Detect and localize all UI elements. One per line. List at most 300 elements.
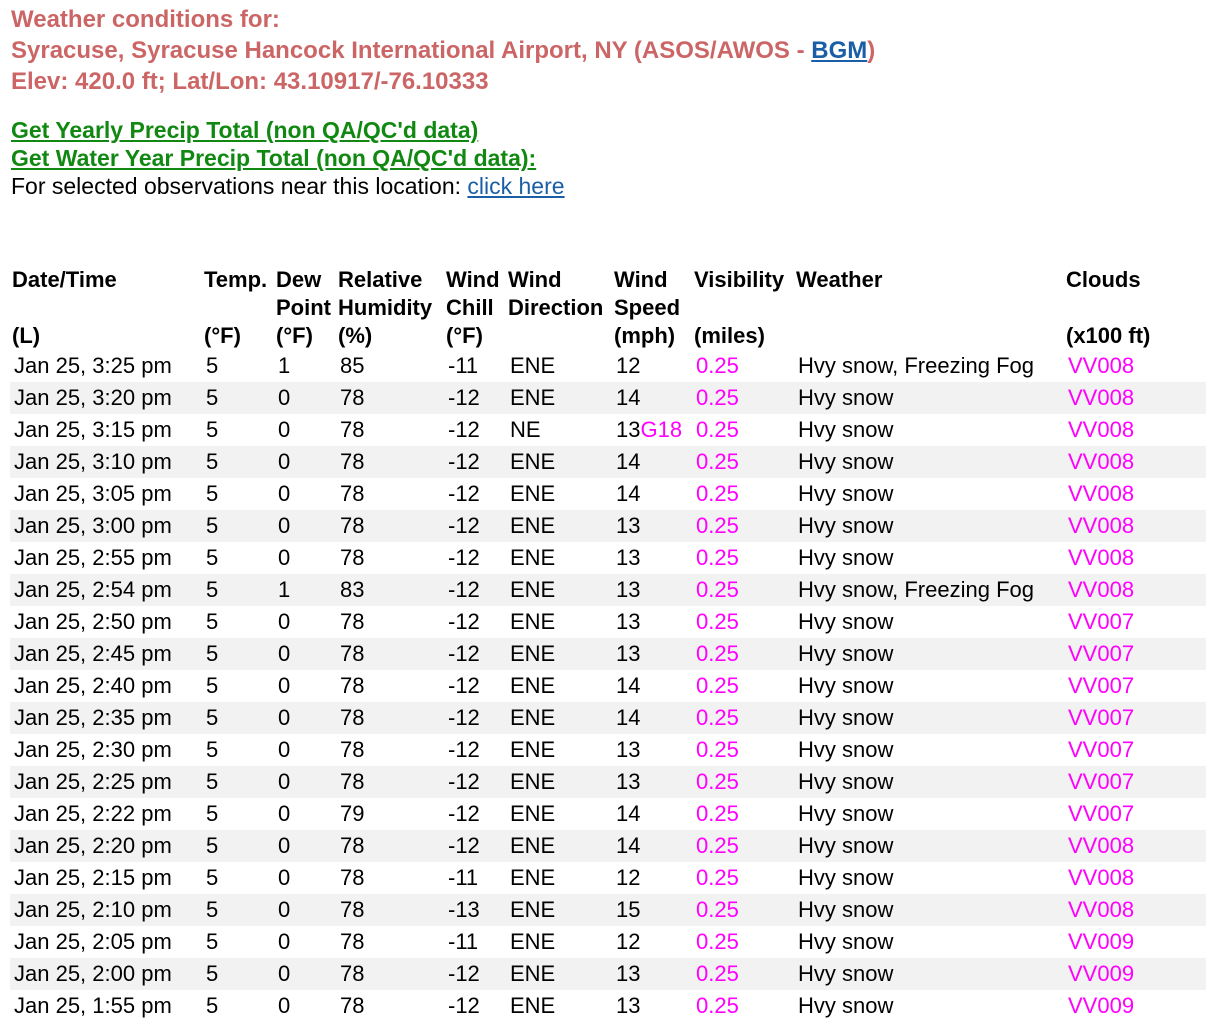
table-header-row	[10, 266, 1206, 350]
wind-direction-cell-value: ENE	[510, 865, 556, 890]
temp-cell	[202, 446, 274, 478]
clouds-cell	[1064, 606, 1206, 638]
dew-point-cell	[274, 350, 336, 382]
wind-direction-cell	[506, 446, 612, 478]
temp-cell	[202, 702, 274, 734]
visibility-cell	[692, 638, 794, 670]
date-time-cell-value: Jan 25, 2:20 pm	[14, 833, 172, 858]
table-row	[10, 414, 1206, 446]
weather-cell-value: Hvy snow	[798, 769, 894, 794]
wind-direction-cell	[506, 350, 612, 382]
header-title: Weather conditions for:	[11, 6, 280, 33]
dew-point-cell-value: 1	[278, 353, 291, 378]
wind-direction-cell	[506, 990, 612, 1022]
dew-point-cell-value: 0	[278, 481, 291, 506]
clouds-cell	[1064, 894, 1206, 926]
column-header	[692, 266, 794, 350]
temp-cell	[202, 734, 274, 766]
date-time-cell	[10, 638, 202, 670]
weather-cell-value: Hvy snow	[798, 961, 894, 986]
bgm-link[interactable]: BGM	[811, 37, 868, 64]
dew-point-cell	[274, 830, 336, 862]
selected-observations-text	[11, 172, 565, 200]
clouds-cell-value: VV008	[1068, 865, 1135, 890]
date-time-cell-value: Jan 25, 2:15 pm	[14, 865, 172, 890]
wind-speed-cell	[612, 830, 692, 862]
wind-speed-cell-value: 13	[616, 577, 641, 602]
weather-cell-value: Hvy snow	[798, 673, 894, 698]
dew-point-cell-value: 0	[278, 705, 291, 730]
wind-chill-cell-value: -12	[448, 577, 480, 602]
humidity-cell	[336, 862, 444, 894]
wind-speed-cell-value: 13	[616, 545, 641, 570]
wind-speed-cell	[612, 606, 692, 638]
date-time-cell	[10, 574, 202, 606]
date-time-cell	[10, 798, 202, 830]
dew-point-cell-value: 0	[278, 417, 291, 442]
wind-direction-cell-value: ENE	[510, 737, 556, 762]
wind-direction-cell	[506, 638, 612, 670]
wind-direction-cell-value: ENE	[510, 993, 556, 1018]
wind-speed-cell-value: 14	[616, 449, 641, 474]
column-unit: (x100 ft)	[1066, 323, 1151, 348]
date-time-cell-value: Jan 25, 2:22 pm	[14, 801, 172, 826]
wind-speed-cell	[612, 638, 692, 670]
wind-direction-cell	[506, 670, 612, 702]
temp-cell-value: 5	[206, 961, 219, 986]
dew-point-cell	[274, 542, 336, 574]
wind-direction-cell	[506, 958, 612, 990]
date-time-cell	[10, 926, 202, 958]
date-time-cell-value: Jan 25, 3:10 pm	[14, 449, 172, 474]
clouds-cell-value: VV009	[1068, 993, 1135, 1018]
clouds-cell-value: VV007	[1068, 769, 1135, 794]
wind-chill-cell	[444, 670, 506, 702]
weather-cell	[794, 734, 1064, 766]
table-row	[10, 446, 1206, 478]
table-row	[10, 894, 1206, 926]
date-time-cell-value: Jan 25, 2:55 pm	[14, 545, 172, 570]
temp-cell	[202, 894, 274, 926]
temp-cell-value: 5	[206, 385, 219, 410]
wind-speed-cell-value: 13	[616, 961, 641, 986]
wind-chill-cell-value: -13	[448, 897, 480, 922]
wind-chill-cell-value: -11	[448, 353, 479, 378]
clouds-cell-value: VV007	[1068, 705, 1135, 730]
humidity-cell-value: 78	[340, 705, 365, 730]
date-time-cell	[10, 958, 202, 990]
dew-point-cell	[274, 446, 336, 478]
wind-direction-cell-value: ENE	[510, 545, 556, 570]
column-header	[10, 266, 202, 350]
visibility-cell-value: 0.25	[696, 737, 739, 762]
yearly-precip-link[interactable]: Get Yearly Precip Total (non QA/QC'd data)	[11, 117, 479, 143]
wind-direction-cell-value: NE	[510, 417, 541, 442]
visibility-cell-value: 0.25	[696, 929, 739, 954]
table-row	[10, 926, 1206, 958]
wind-chill-cell-value: -12	[448, 801, 480, 826]
clouds-cell	[1064, 926, 1206, 958]
wind-chill-cell-value: -12	[448, 385, 480, 410]
wind-speed-cell-value: 12	[616, 865, 641, 890]
humidity-cell	[336, 542, 444, 574]
wind-direction-cell-value: ENE	[510, 705, 556, 730]
weather-cell-value: Hvy snow	[798, 545, 894, 570]
date-time-cell-value: Jan 25, 3:15 pm	[14, 417, 172, 442]
weather-cell-value: Hvy snow	[798, 481, 894, 506]
clouds-cell	[1064, 414, 1206, 446]
temp-cell-value: 5	[206, 833, 219, 858]
station-name-suffix: )	[867, 37, 876, 64]
dew-point-cell-value: 0	[278, 737, 291, 762]
temp-cell-value: 5	[206, 769, 219, 794]
temp-cell-value: 5	[206, 929, 219, 954]
humidity-cell	[336, 766, 444, 798]
visibility-cell-value: 0.25	[696, 801, 739, 826]
wind-speed-cell	[612, 734, 692, 766]
wind-chill-cell	[444, 414, 506, 446]
wind-direction-cell	[506, 510, 612, 542]
date-time-cell	[10, 510, 202, 542]
column-header	[336, 266, 444, 350]
table-row	[10, 958, 1206, 990]
dew-point-cell-value: 0	[278, 513, 291, 538]
wind-chill-cell	[444, 862, 506, 894]
wind-direction-cell-value: ENE	[510, 449, 556, 474]
weather-cell-value: Hvy snow	[798, 897, 894, 922]
date-time-cell	[10, 766, 202, 798]
temp-cell	[202, 958, 274, 990]
humidity-cell-value: 78	[340, 417, 365, 442]
visibility-cell	[692, 734, 794, 766]
temp-cell-value: 5	[206, 641, 219, 666]
clouds-cell-value: VV008	[1068, 449, 1135, 474]
wind-direction-cell	[506, 574, 612, 606]
wind-speed-cell-value: 14	[616, 833, 641, 858]
humidity-cell-value: 78	[340, 641, 365, 666]
clouds-cell	[1064, 766, 1206, 798]
wind-direction-cell	[506, 734, 612, 766]
dew-point-cell-value: 1	[278, 577, 291, 602]
wind-chill-cell-value: -12	[448, 833, 480, 858]
visibility-cell-value: 0.25	[696, 513, 739, 538]
visibility-cell	[692, 542, 794, 574]
table-row	[10, 542, 1206, 574]
wind-speed-cell-value: 13	[616, 993, 641, 1018]
wind-speed-cell	[612, 382, 692, 414]
column-header	[794, 266, 1064, 350]
click-here-link[interactable]: click here	[467, 173, 565, 199]
humidity-cell-value: 78	[340, 385, 365, 410]
weather-cell	[794, 382, 1064, 414]
wind-speed-cell	[612, 350, 692, 382]
clouds-cell	[1064, 862, 1206, 894]
temp-cell-value: 5	[206, 737, 219, 762]
wind-speed-cell-value: 15	[616, 897, 641, 922]
clouds-cell	[1064, 382, 1206, 414]
dew-point-cell-value: 0	[278, 641, 291, 666]
dew-point-cell-value: 0	[278, 801, 291, 826]
date-time-cell-value: Jan 25, 2:35 pm	[14, 705, 172, 730]
temp-cell	[202, 862, 274, 894]
column-header	[444, 266, 506, 350]
wind-direction-cell-value: ENE	[510, 481, 556, 506]
wind-speed-cell	[612, 542, 692, 574]
visibility-cell-value: 0.25	[696, 897, 739, 922]
column-title: Dew Point	[276, 267, 331, 320]
temp-cell	[202, 510, 274, 542]
observations-table	[10, 266, 1206, 1022]
date-time-cell-value: Jan 25, 2:25 pm	[14, 769, 172, 794]
weather-cell	[794, 990, 1064, 1022]
temp-cell	[202, 638, 274, 670]
weather-cell	[794, 574, 1064, 606]
wind-direction-cell	[506, 862, 612, 894]
temp-cell-value: 5	[206, 449, 219, 474]
weather-cell-value: Hvy snow	[798, 449, 894, 474]
dew-point-cell	[274, 798, 336, 830]
wind-direction-cell-value: ENE	[510, 833, 556, 858]
column-header	[506, 266, 612, 350]
humidity-cell	[336, 798, 444, 830]
date-time-cell-value: Jan 25, 2:30 pm	[14, 737, 172, 762]
visibility-cell-value: 0.25	[696, 673, 739, 698]
wind-speed-cell	[612, 510, 692, 542]
humidity-cell-value: 78	[340, 609, 365, 634]
wind-speed-cell	[612, 926, 692, 958]
dew-point-cell-value: 0	[278, 961, 291, 986]
wind-chill-cell-value: -12	[448, 641, 480, 666]
humidity-cell	[336, 958, 444, 990]
wind-chill-cell-value: -12	[448, 673, 480, 698]
column-title: Visibility	[694, 267, 785, 292]
weather-cell	[794, 894, 1064, 926]
temp-cell	[202, 382, 274, 414]
temp-cell	[202, 798, 274, 830]
date-time-cell-value: Jan 25, 2:45 pm	[14, 641, 172, 666]
table-row	[10, 606, 1206, 638]
visibility-cell-value: 0.25	[696, 865, 739, 890]
wind-chill-cell-value: -12	[448, 769, 480, 794]
wind-speed-cell	[612, 990, 692, 1022]
clouds-cell-value: VV007	[1068, 673, 1135, 698]
clouds-cell	[1064, 510, 1206, 542]
humidity-cell	[336, 926, 444, 958]
wind-speed-cell	[612, 574, 692, 606]
wind-speed-cell	[612, 446, 692, 478]
dew-point-cell	[274, 734, 336, 766]
humidity-cell-value: 85	[340, 353, 365, 378]
wind-direction-cell-value: ENE	[510, 673, 556, 698]
dew-point-cell	[274, 958, 336, 990]
weather-cell	[794, 542, 1064, 574]
clouds-cell	[1064, 990, 1206, 1022]
clouds-cell	[1064, 958, 1206, 990]
temp-cell	[202, 478, 274, 510]
wind-chill-cell	[444, 894, 506, 926]
weather-cell	[794, 798, 1064, 830]
date-time-cell	[10, 350, 202, 382]
wind-chill-cell	[444, 702, 506, 734]
temp-cell-value: 5	[206, 513, 219, 538]
visibility-cell-value: 0.25	[696, 577, 739, 602]
temp-cell-value: 5	[206, 353, 219, 378]
date-time-cell	[10, 990, 202, 1022]
date-time-cell-value: Jan 25, 3:00 pm	[14, 513, 172, 538]
visibility-cell-value: 0.25	[696, 481, 739, 506]
weather-cell-value: Hvy snow, Freezing Fog	[798, 577, 1034, 602]
wind-chill-cell	[444, 798, 506, 830]
humidity-cell-value: 79	[340, 801, 365, 826]
temp-cell-value: 5	[206, 609, 219, 634]
wind-chill-cell	[444, 766, 506, 798]
temp-cell-value: 5	[206, 897, 219, 922]
dew-point-cell	[274, 894, 336, 926]
humidity-cell-value: 78	[340, 833, 365, 858]
date-time-cell	[10, 542, 202, 574]
dew-point-cell	[274, 926, 336, 958]
weather-cell	[794, 702, 1064, 734]
wind-direction-cell	[506, 702, 612, 734]
date-time-cell	[10, 414, 202, 446]
date-time-cell	[10, 478, 202, 510]
water-year-precip-link[interactable]: Get Water Year Precip Total (non QA/QC'd data):	[11, 145, 537, 171]
dew-point-cell-value: 0	[278, 929, 291, 954]
visibility-cell-value: 0.25	[696, 417, 739, 442]
visibility-cell-value: 0.25	[696, 449, 739, 474]
column-header	[274, 266, 336, 350]
wind-chill-cell	[444, 958, 506, 990]
table-row	[10, 478, 1206, 510]
table-row	[10, 990, 1206, 1022]
date-time-cell-value: Jan 25, 2:50 pm	[14, 609, 172, 634]
weather-cell-value: Hvy snow	[798, 385, 894, 410]
humidity-cell	[336, 734, 444, 766]
wind-chill-cell	[444, 510, 506, 542]
date-time-cell-value: Jan 25, 2:54 pm	[14, 577, 172, 602]
clouds-cell	[1064, 478, 1206, 510]
humidity-cell	[336, 830, 444, 862]
wind-direction-cell-value: ENE	[510, 897, 556, 922]
humidity-cell	[336, 510, 444, 542]
wind-direction-cell-value: ENE	[510, 769, 556, 794]
weather-cell-value: Hvy snow	[798, 801, 894, 826]
column-title: Relative Humidity	[338, 267, 433, 320]
temp-cell-value: 5	[206, 801, 219, 826]
wind-chill-cell	[444, 990, 506, 1022]
column-header	[202, 266, 274, 350]
table-row	[10, 574, 1206, 606]
weather-cell	[794, 670, 1064, 702]
date-time-cell	[10, 670, 202, 702]
clouds-cell-value: VV007	[1068, 801, 1135, 826]
temp-cell	[202, 574, 274, 606]
column-unit: (miles)	[694, 323, 765, 348]
column-title: Wind Direction	[508, 267, 604, 320]
wind-direction-cell-value: ENE	[510, 929, 556, 954]
wind-direction-cell	[506, 830, 612, 862]
clouds-cell-value: VV009	[1068, 961, 1135, 986]
weather-cell	[794, 606, 1064, 638]
weather-cell	[794, 446, 1064, 478]
clouds-cell-value: VV008	[1068, 385, 1135, 410]
wind-speed-cell	[612, 862, 692, 894]
date-time-cell-value: Jan 25, 2:10 pm	[14, 897, 172, 922]
visibility-cell	[692, 414, 794, 446]
humidity-cell	[336, 414, 444, 446]
clouds-cell-value: VV008	[1068, 481, 1135, 506]
wind-speed-cell-value: 14	[616, 481, 641, 506]
date-time-cell	[10, 894, 202, 926]
visibility-cell	[692, 478, 794, 510]
humidity-cell	[336, 382, 444, 414]
weather-cell	[794, 350, 1064, 382]
wind-speed-cell	[612, 478, 692, 510]
temp-cell	[202, 606, 274, 638]
visibility-cell-value: 0.25	[696, 385, 739, 410]
wind-chill-cell-value: -12	[448, 513, 480, 538]
wind-speed-cell	[612, 798, 692, 830]
clouds-cell-value: VV008	[1068, 353, 1135, 378]
humidity-cell	[336, 446, 444, 478]
humidity-cell	[336, 894, 444, 926]
visibility-cell-value: 0.25	[696, 833, 739, 858]
column-title: Wind Chill	[446, 267, 500, 320]
wind-chill-cell	[444, 382, 506, 414]
wind-chill-cell-value: -12	[448, 449, 480, 474]
temp-cell	[202, 350, 274, 382]
temp-cell-value: 5	[206, 577, 219, 602]
wind-speed-cell-value: 13	[616, 513, 641, 538]
temp-cell-value: 5	[206, 481, 219, 506]
visibility-cell	[692, 606, 794, 638]
date-time-cell-value: Jan 25, 1:55 pm	[14, 993, 172, 1018]
date-time-cell-value: Jan 25, 2:40 pm	[14, 673, 172, 698]
clouds-cell-value: VV008	[1068, 417, 1135, 442]
wind-direction-cell	[506, 478, 612, 510]
humidity-cell-value: 78	[340, 481, 365, 506]
wind-direction-cell	[506, 542, 612, 574]
visibility-cell	[692, 766, 794, 798]
wind-speed-cell-value: 14	[616, 385, 641, 410]
weather-cell	[794, 926, 1064, 958]
precip-links	[11, 116, 565, 200]
temp-cell-value: 5	[206, 545, 219, 570]
dew-point-cell-value: 0	[278, 673, 291, 698]
weather-cell	[794, 478, 1064, 510]
clouds-cell	[1064, 702, 1206, 734]
dew-point-cell-value: 0	[278, 609, 291, 634]
dew-point-cell-value: 0	[278, 385, 291, 410]
clouds-cell-value: VV008	[1068, 513, 1135, 538]
humidity-cell	[336, 606, 444, 638]
humidity-cell-value: 78	[340, 993, 365, 1018]
wind-chill-cell-value: -11	[448, 865, 479, 890]
temp-cell-value: 5	[206, 865, 219, 890]
weather-cell-value: Hvy snow	[798, 737, 894, 762]
table-row	[10, 734, 1206, 766]
humidity-cell-value: 78	[340, 737, 365, 762]
wind-chill-cell-value: -12	[448, 961, 480, 986]
weather-cell-value: Hvy snow	[798, 929, 894, 954]
weather-cell-value: Hvy snow, Freezing Fog	[798, 353, 1034, 378]
humidity-cell	[336, 574, 444, 606]
wind-chill-cell	[444, 446, 506, 478]
wind-speed-cell	[612, 766, 692, 798]
clouds-cell-value: VV008	[1068, 833, 1135, 858]
visibility-cell	[692, 958, 794, 990]
clouds-cell	[1064, 446, 1206, 478]
